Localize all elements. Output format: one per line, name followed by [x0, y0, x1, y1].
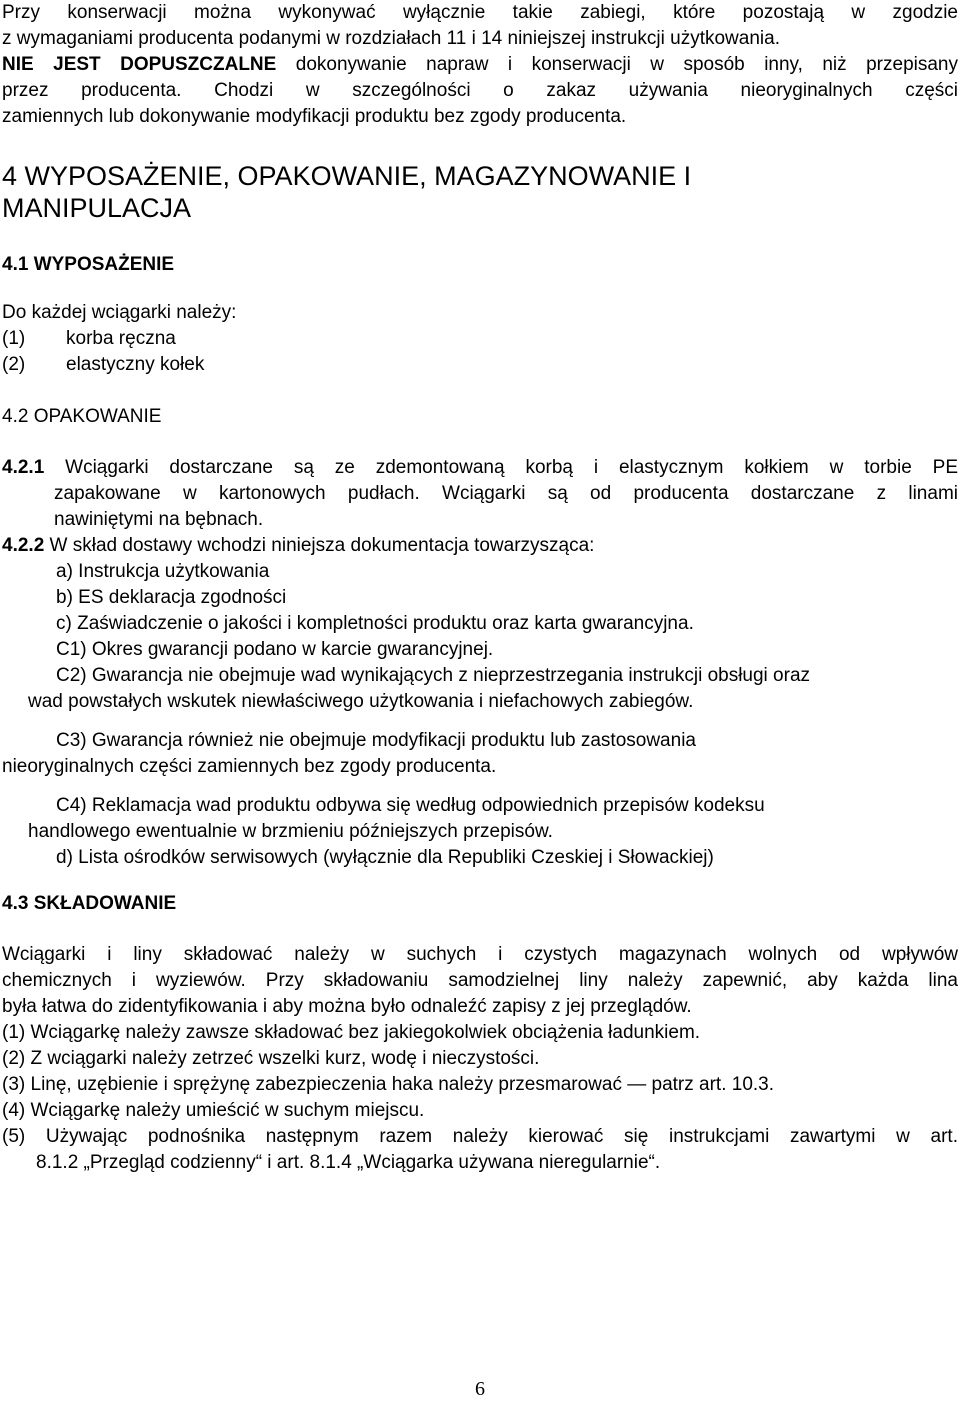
page-number: 6: [475, 1378, 485, 1400]
section-4-2-heading: 4.2 OPAKOWANIE: [2, 406, 162, 427]
warranty-c3-line-1: C3) Gwarancja również nie obejmuje modyfikacji produktu lub zastosowania: [56, 730, 696, 751]
section-4-2: [2, 404, 958, 430]
intro-emphasis: NIE JEST DOPUSZCZALNE: [2, 54, 277, 75]
storage-line-2: chemicznych i wyziewów. Przy składowaniu samodzielnej liny należy zapewnić, aby każda lina: [2, 970, 958, 991]
paragraph-4-2-2-line: 4.2.2 W skład dostawy wchodzi niniejsza dokumentacja towarzysząca:: [2, 535, 595, 556]
storage-item-4: (4) Wciągarkę należy umieścić w suchym miejscu.: [2, 1100, 425, 1121]
section-4-1: [2, 252, 958, 378]
document-item-a: a) Instrukcja użytkowania: [56, 561, 270, 582]
document-item-c: c) Zaświadczenie o jakości i kompletności produktu oraz karta gwarancyjna.: [56, 613, 694, 634]
storage-paragraph: [2, 942, 958, 1176]
list-item: [2, 326, 958, 352]
paragraph-number: 4.2.1: [2, 457, 45, 478]
warranty-c4-line-1: C4) Reklamacja wad produktu odbywa się według odpowiednich przepisów kodeksu: [56, 795, 765, 816]
intro-line-4: przez producenta. Chodzi w szczególności o zakaz używania nieoryginalnych części: [2, 80, 958, 101]
storage-line-3: była łatwa do zidentyfikowania i aby można było odnaleźć zapisy z jej przeglądów.: [2, 996, 692, 1017]
warranty-c3-line-2: nieoryginalnych części zamiennych bez zgody producenta.: [2, 756, 497, 777]
intro-paragraph: [2, 0, 958, 130]
list-item-text: korba ręczna: [66, 328, 176, 349]
equipment-list: [2, 326, 958, 378]
paragraph-4-2-1-line-2: zapakowane w kartonowych pudłach. Wciągarki są od producenta dostarczane z linami: [54, 483, 958, 504]
document-item-d: d) Lista ośrodków serwisowych (wyłącznie dla Republiki Czeskiej i Słowackiej): [56, 847, 714, 868]
paragraph-number: 4.2.2: [2, 535, 45, 556]
warranty-c2-line-2: wad powstałych wskutek niewłaściwego użytkowania i niefachowych zabiegów.: [28, 691, 694, 712]
paragraph-4-2-1-line-3: nawiniętymi na bębnach.: [54, 509, 264, 530]
warranty-c4-line-2: handlowego ewentualnie w brzmieniu późniejszych przepisów.: [28, 821, 553, 842]
list-item-text: elastyczny kołek: [66, 354, 205, 375]
storage-line-1: Wciągarki i liny składować należy w suchych i czystych magazynach wolnych od wpływów: [2, 944, 958, 965]
list-item-number: (2): [2, 354, 26, 375]
paragraph-4-2-1: [2, 455, 958, 533]
list-item-number: (1): [2, 328, 26, 349]
section-4-3: [2, 891, 958, 917]
section-4-title: [2, 160, 958, 224]
intro-line-2: z wymaganiami producenta podanymi w rozdziałach 11 i 14 niniejszej instrukcji użytkowania.: [2, 28, 780, 49]
intro-line-3: [2, 52, 958, 78]
paragraph-4-2-1-line-1: 4.2.1 Wciągarki dostarczane są ze zdemontowaną korbą i elastycznym kołkiem w torbie PE: [2, 457, 958, 478]
section-4-3-heading: 4.3 SKŁADOWANIE: [2, 893, 177, 914]
section-4-title-line-1: 4 WYPOSAŻENIE, OPAKOWANIE, MAGAZYNOWANIE I: [2, 161, 692, 191]
storage-item-3: (3) Linę, uzębienie i sprężynę zabezpieczenia haka należy przesmarować — patrz art. 10.3.: [2, 1074, 775, 1095]
section-4-title-line-2: MANIPULACJA: [2, 193, 192, 223]
storage-item-5-line-2: 8.1.2 „Przegląd codzienny“ i art. 8.1.4 „Wciągarka używana nieregularnie“.: [36, 1152, 661, 1173]
warranty-c1: C1) Okres gwarancji podano w karcie gwarancyjnej.: [56, 639, 494, 660]
section-4-1-lead: Do każdej wciągarki należy:: [2, 302, 237, 323]
list-item: [2, 352, 958, 378]
intro-line-3-rest: dokonywanie napraw i konserwacji w sposób inny, niż przepisany: [276, 54, 958, 75]
document-item-b: b) ES deklaracja zgodności: [56, 587, 287, 608]
warranty-c2-line-1: C2) Gwarancja nie obejmuje wad wynikających z nieprzestrzegania instrukcji obsługi oraz: [56, 665, 811, 686]
intro-line-5: zamiennych lub dokonywanie modyfikacji produktu bez zgody producenta.: [2, 106, 627, 127]
section-4-1-heading: 4.1 WYPOSAŻENIE: [2, 254, 175, 275]
intro-line-1: Przy konserwacji można wykonywać wyłącznie takie zabiegi, które pozostają w zgodzie: [2, 2, 958, 23]
storage-item-2: (2) Z wciągarki należy zetrzeć wszelki kurz, wodę i nieczystości.: [2, 1048, 540, 1069]
storage-item-1: (1) Wciągarkę należy zawsze składować bez jakiegokolwiek obciążenia ładunkiem.: [2, 1022, 701, 1043]
paragraph-4-2-2: [2, 533, 958, 871]
storage-item-5-line-1: (5) Używając podnośnika następnym razem należy kierować się instrukcjami zawartymi w art.: [2, 1126, 958, 1147]
